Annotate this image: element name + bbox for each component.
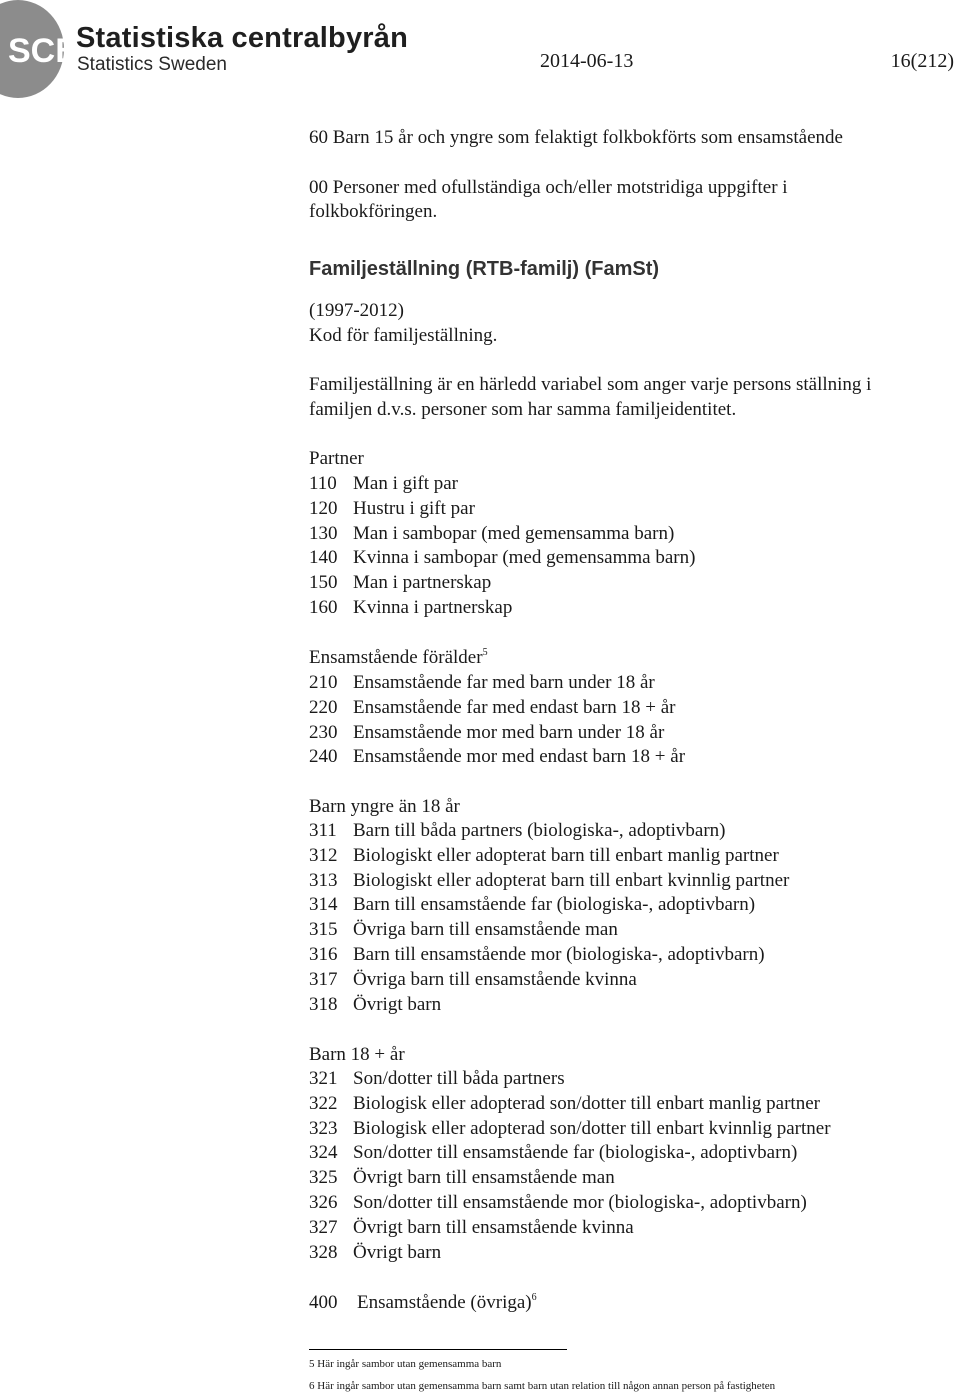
scb-logo-icon: [4, 0, 80, 98]
code-row: [309, 1118, 831, 1140]
code-label: Biologisk eller adopterad son/dotter till enbart manlig partner: [353, 1092, 820, 1114]
footnote: 6 Här ingår sambor utan gemensamma barn samt barn utan relation till någon annan person på fastigheten: [309, 1380, 776, 1392]
code: 160: [309, 597, 338, 618]
code-row: [309, 969, 637, 991]
code-label: Kvinna i sambopar (med gemensamma barn): [353, 547, 696, 569]
document-date: 2014-06-13: [540, 50, 634, 72]
code: 318: [309, 993, 338, 1015]
code-label: Övrigt barn till ensamstående kvinna: [353, 1216, 634, 1238]
code: 328: [309, 1241, 338, 1263]
code-label: Övriga barn till ensamstående man: [353, 919, 618, 941]
code: 321: [309, 1068, 338, 1089]
code: 313: [309, 869, 338, 891]
code: 322: [309, 1092, 338, 1114]
code-row: [309, 1142, 797, 1164]
intro-line: 60 Barn 15 år och yngre som felaktigt folkbokförts som ensamstående: [309, 127, 843, 148]
intro-line: 00 Personer med ofullständiga och/eller motstridiga uppgifter i: [309, 177, 788, 198]
code: 230: [309, 721, 338, 743]
code-label: Ensamstående (övriga): [357, 1292, 532, 1313]
section-kod: Kod för familjeställning.: [309, 325, 498, 346]
code-row: [309, 1217, 634, 1239]
code: 240: [309, 746, 338, 768]
code-row: [309, 870, 789, 892]
code-label: Son/dotter till ensamstående mor (biologiska-, adoptivbarn): [353, 1192, 807, 1213]
code-label: Man i gift par: [353, 473, 459, 494]
footnote-divider: [309, 1349, 567, 1350]
code: 316: [309, 944, 338, 965]
code-label: Man i partnerskap: [353, 572, 492, 594]
code: 130: [309, 522, 338, 544]
code: 312: [309, 844, 338, 866]
code: 400: [309, 1292, 338, 1313]
code-row: [309, 1093, 820, 1115]
code: 120: [309, 497, 338, 519]
code-label: Barn till ensamstående mor (biologiska-, adoptivbarn): [353, 944, 765, 965]
code-row: [309, 697, 676, 719]
code-row: [309, 944, 765, 966]
code-label: Övrigt barn: [353, 993, 442, 1015]
code-row: [309, 597, 512, 619]
code-label: Ensamstående mor med barn under 18 år: [353, 721, 665, 743]
code-row: [309, 820, 726, 842]
footnote-ref: 5: [482, 647, 488, 658]
code-row: [309, 845, 779, 867]
code-row: [309, 1068, 565, 1090]
intro-line: folkbokföringen.: [309, 201, 438, 222]
code-label: Övrigt barn till ensamstående man: [353, 1167, 615, 1189]
code-row: [309, 994, 441, 1016]
group-title-barn-over: Barn 18 + år: [309, 1044, 405, 1065]
code: 110: [309, 473, 337, 494]
footnote: 5 Här ingår sambor utan gemensamma barn: [309, 1358, 502, 1370]
code-label: Barn till ensamstående far (biologiska-, adoptivbarn): [353, 894, 756, 916]
code-row: [309, 722, 664, 744]
section-desc-line: Familjeställning är en härledd variabel som anger varje persons ställning i: [309, 374, 872, 395]
code-row-400: [309, 1292, 537, 1314]
section-title: Familjeställning (RTB-familj) (FamSt): [309, 258, 660, 280]
group-title-partner: Partner: [309, 448, 364, 469]
code-row: [309, 672, 655, 694]
code-row: [309, 523, 674, 545]
code-row: [309, 919, 618, 941]
code-label: Ensamstående mor med endast barn 18 + år: [353, 746, 686, 768]
code-row: [309, 572, 491, 594]
code-label: Ensamstående far med endast barn 18 + år: [353, 696, 676, 718]
code-label: Biologiskt eller adopterat barn till enbart manlig partner: [353, 844, 779, 866]
scb-logo: [0, 0, 408, 100]
org-name: Statistiska centralbyrån: [76, 22, 408, 54]
code-row: [309, 473, 458, 495]
code-label: Barn till båda partners (biologiska-, adoptivbarn): [353, 820, 726, 841]
code-row: [309, 498, 475, 520]
code: 140: [309, 547, 338, 569]
code: 324: [309, 1142, 338, 1164]
code-label: Son/dotter till ensamstående far (biologiska-, adoptivbarn): [353, 1142, 798, 1164]
code-label: Biologisk eller adopterad son/dotter till enbart kvinnlig partner: [353, 1117, 831, 1139]
code: 220: [309, 696, 338, 718]
code-label: Man i sambopar (med gemensamma barn): [353, 522, 675, 544]
section-desc-line: familjen d.v.s. personer som har samma familjeidentitet.: [309, 399, 737, 420]
code: 311: [309, 820, 337, 841]
code-row: [309, 547, 695, 569]
code: 327: [309, 1216, 338, 1238]
code-label: Hustru i gift par: [353, 497, 475, 519]
code-row: [309, 894, 755, 916]
code: 314: [309, 894, 338, 916]
code: 325: [309, 1167, 338, 1189]
code-row: [309, 746, 685, 768]
code: 150: [309, 572, 338, 594]
page-number: 16(212): [890, 50, 954, 72]
code-row: [309, 1192, 807, 1214]
code-label: Övriga barn till ensamstående kvinna: [353, 968, 637, 990]
section-years: (1997-2012): [309, 300, 404, 321]
code: 210: [309, 672, 338, 693]
code-label: Övrigt barn: [353, 1241, 442, 1263]
code-label: Ensamstående far med barn under 18 år: [353, 672, 655, 693]
code: 317: [309, 968, 338, 990]
svg-text:SCB: SCB: [8, 32, 80, 70]
code-label: Son/dotter till båda partners: [353, 1068, 565, 1089]
code: 323: [309, 1117, 338, 1139]
code: 326: [309, 1192, 338, 1213]
code-label: Biologiskt eller adopterat barn till enbart kvinnlig partner: [353, 869, 790, 891]
code: 315: [309, 919, 338, 941]
group-title-ensam: Ensamstående förälder$^5$: [309, 647, 488, 668]
code-row: [309, 1242, 441, 1264]
footnote-ref: 6: [531, 1292, 537, 1303]
org-name-en: Statistics Sweden: [77, 54, 227, 75]
group-title-barn-under: Barn yngre än 18 år: [309, 796, 460, 817]
code-label: Kvinna i partnerskap: [353, 597, 513, 618]
code-row: [309, 1167, 615, 1189]
